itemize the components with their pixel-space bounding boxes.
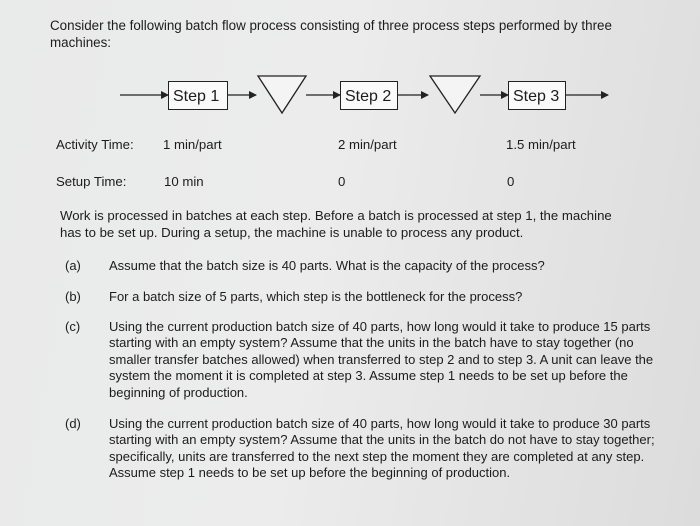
step-2-box: Step 2 [340,81,398,110]
question-a-text: Assume that the batch size is 40 parts. What is the capacity of the process? [109,258,545,273]
inventory-buffer-1 [258,76,306,113]
step-3-setup: 0 [507,174,515,189]
problem-intro: Consider the following batch flow process consisting of three process steps performed by three machines: [50,18,612,50]
step-1-setup: 10 min [164,174,204,189]
step-1-activity: 1 min/part [163,137,222,152]
step-1-box: Step 1 [168,81,228,110]
question-b [65,289,664,305]
question-a [65,258,664,274]
question-c-label: (c) [65,319,81,334]
question-d [65,416,664,482]
question-c-text: Using the current production batch size of 40 parts, how long would it take to produce 15 parts starting with an empty system? Assume that the units in the batch have to stay together (no smaller transfer batches allowed) when transferred to step 2 and to step 3. A unit can leave the system the moment it is completed at step 3. Assume step 1 needs to be set up before the beginning of production. [109,319,654,400]
step-2-activity: 2 min/part [338,137,397,152]
question-a-label: (a) [65,258,81,273]
question-d-label: (d) [65,416,81,431]
step-3-box: Step 3 [508,81,566,110]
question-d-text: Using the current production batch size of 40 parts, how long would it take to produce 30 parts starting with an empty system? Assume that the units in the batch do not have to stay together; specifically, units are transferred to the next step the moment they are completed at any step. Assume step 1 needs to be set up before the beginning of production. [109,416,655,481]
question-c [65,319,664,401]
setup-time-label: Setup Time: [56,174,127,189]
question-b-label: (b) [65,289,81,304]
step-2-setup: 0 [338,174,346,189]
inventory-buffer-2 [430,76,480,113]
step-3-activity: 1.5 min/part [506,137,576,152]
question-b-text: For a batch size of 5 parts, which step is the bottleneck for the process? [109,289,523,304]
activity-time-label: Activity Time: [56,137,134,152]
process-description: Work is processed in batches at each step. Before a batch is processed at step 1, the machine has to be set up. During a setup, the machine is unable to process any product. [60,208,612,240]
